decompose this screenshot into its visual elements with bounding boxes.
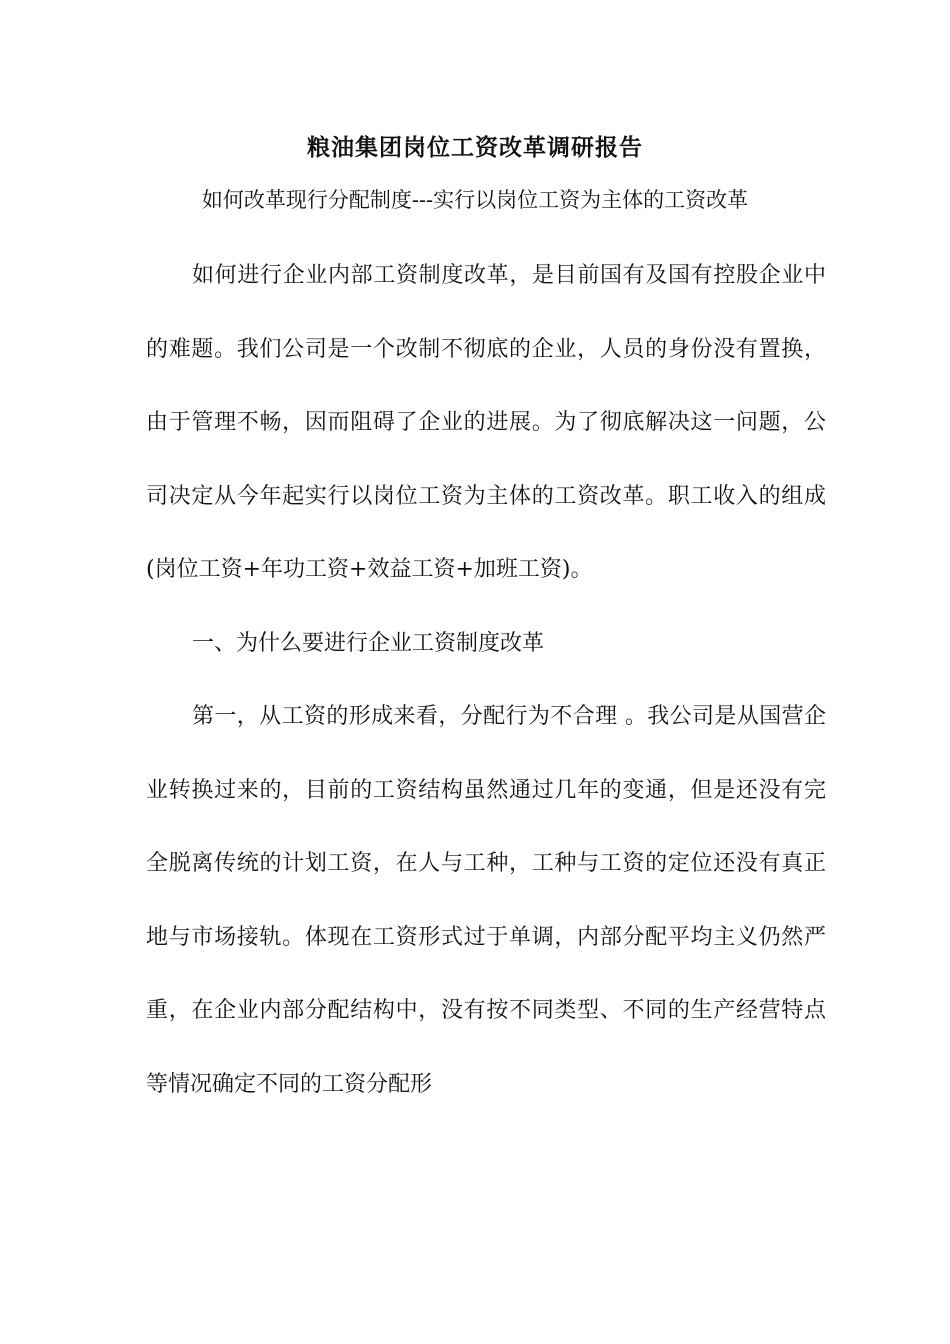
paragraph-first-point: 第一，从工资的形成来看，分配行为不合理 。我公司是从国营企业转换过来的，目前的工资结构虽然通过几年的变通，但是还没有完全脱离传统的计划工资，在人与工种，工种与工资的定位还没有真正地与市场接轨。体现在工资形式过于单调，内部分配平均主义仍然严重，在企业内部分配结构中，没有按不同类型、不同的生产经营特点等情况确定不同的工资分配形 — [146, 704, 826, 1097]
document-body — [146, 239, 826, 1121]
document-title: 粮油集团岗位工资改革调研报告 — [307, 135, 643, 161]
document-subtitle: 如何改革现行分配制度---实行以岗位工资为主体的工资改革 — [201, 188, 749, 212]
paragraph-intro: 如何进行企业内部工资制度改革，是目前国有及国有控股企业中的难题。我们公司是一个改制不彻底的企业，人员的身份没有置换，由于管理不畅，因而阻碍了企业的进展。为了彻底解决这一问题，公司决定从今年起实行以岗位工资为主体的工资改革。职工收入的组成(岗位工资+年功工资+效益工资+加班工资)。 — [146, 263, 826, 582]
section-heading: 一、为什么要进行企业工资制度改革 — [192, 630, 545, 656]
